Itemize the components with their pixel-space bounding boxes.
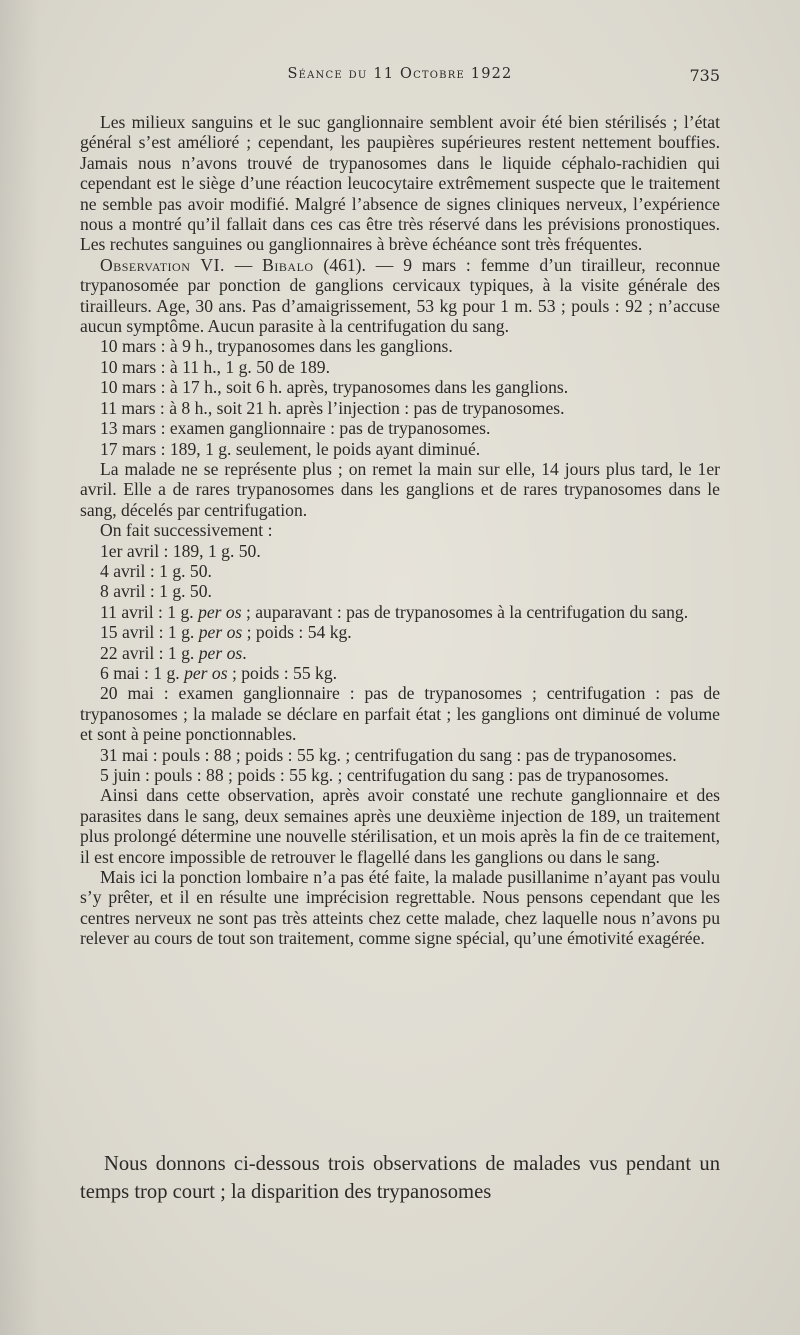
- entry-13-mars: 13 mars : examen ganglionnaire : pas de trypanosomes.: [100, 418, 491, 439]
- entry-text: ; auparavant : pas de trypanosomes à la centrifugation du sang.: [241, 601, 689, 622]
- entry-text: 6 mai : 1 g.: [100, 662, 185, 683]
- large-text-block: [80, 1150, 720, 1206]
- paragraph-conclusion: Ainsi dans cette observation, après avoir constaté une rechute ganglionnaire et des parasites dans le sang, deux semaines après une deuxième injection de 189, un traitement plus prolongé détermine une nouvelle stérilisation, et un mois après la fin de ce traitement, il est encore impossible de retrouver le flagellé dans les ganglions ou dans le sang.: [80, 785, 720, 867]
- entry-italic: per os: [184, 662, 228, 683]
- entry-10-mars-11h: 10 mars : à 11 h., 1 g. 50 de 189.: [100, 356, 330, 377]
- entry-11-mars: 11 mars : à 8 h., soit 21 h. après l’injection : pas de trypanosomes.: [100, 397, 565, 418]
- page-header: [0, 66, 800, 88]
- entry-11-avril: [80, 602, 720, 622]
- observation-label: Observation VI.: [100, 254, 225, 275]
- running-title: Séance du 11 Octobre 1922: [287, 66, 513, 82]
- entry-text: 11 avril : 1 g.: [100, 601, 199, 622]
- paragraph-observations-suivantes: Nous donnons ci-dessous trois observations de malades vus pendant un temps trop court ; la disparition des trypanosomes: [80, 1153, 720, 1203]
- body-text: [80, 112, 720, 949]
- entry-6-mai: [80, 663, 720, 683]
- paragraph-successivement: On fait successivement :: [100, 520, 273, 541]
- entry-22-avril: [80, 643, 720, 663]
- paragraph-rechute: La malade ne se représente plus ; on remet la main sur elle, 14 jours plus tard, le 1er avril. Elle a de rares trypanosomes dans les ganglions et de rares trypanosomes dans le sang, décelés par centrifugation.: [80, 458, 720, 520]
- entry-text: ; poids : 54 kg.: [242, 622, 352, 643]
- entry-text: 15 avril : 1 g.: [100, 622, 199, 643]
- entry-10-mars-17h: 10 mars : à 17 h., soit 6 h. après, trypanosomes dans les ganglions.: [100, 377, 569, 398]
- entry-text: .: [242, 642, 247, 663]
- paragraph-ponction: Mais ici la ponction lombaire n’a pas été faite, la malade pusillanime n’ayant pas voulu s’y prêter, et il en résulte une imprécision regrettable. Nous pensons cependant que les centres nerveux ne sont pas très atteints chez cette malade, chez laquelle nous n’avons pu relever au cours de tout son traitement, comme signe spécial, qu’une émotivité exagérée.: [80, 867, 720, 949]
- patient-name: Bibalo: [262, 254, 314, 275]
- entry-15-avril: [80, 622, 720, 642]
- entry-text: 22 avril : 1 g.: [100, 642, 199, 663]
- observation-text: (461). — 9 mars : femme d’un tirailleur, reconnue trypanosomée par ponction de ganglions cervicaux typiques, à la visite générale des tirailleurs. Age, 30 ans. Pas d’amaigrissement, 53 kg pour 1 m. 53 ; pouls : 92 ; n’accuse aucun symptôme. Aucun parasite à la centrifugation du sang.: [80, 254, 721, 337]
- entry-text: ; poids : 55 kg.: [227, 662, 338, 683]
- observation-heading: [80, 255, 720, 337]
- page-number: 735: [689, 66, 720, 85]
- entry-italic: per os: [198, 601, 242, 622]
- entry-5-juin: 5 juin : pouls : 88 ; poids : 55 kg. ; centrifugation du sang : pas de trypanosomes.: [100, 765, 669, 785]
- entry-italic: per os: [198, 622, 243, 643]
- observation-dash: —: [224, 254, 263, 275]
- entry-4-avril: 4 avril : 1 g. 50.: [100, 560, 212, 581]
- entry-17-mars: 17 mars : 189, 1 g. seulement, le poids ayant diminué.: [100, 438, 481, 459]
- paragraph-sterilisation: Les milieux sanguins et le suc ganglionnaire semblent avoir été bien stérilisés ; l’état général s’est amélioré ; cependant, les paupières supérieures restent nettement bouffies. Jamais nous n’avons trouvé de trypanosomes dans le liquide céphalo-rachidien qui cependant est le siège d’une réaction leucocytaire extrêmement suspecte que le traitement ne semble pas avoir modifié. Malgré l’absence de signes cliniques nerveux, l’expérience nous a montré qu’il fallait dans ces cas être très réservé dans les prévisions pronostiques. Les rechutes sanguines ou ganglionnaires à brève échéance sont très fréquentes.: [80, 112, 720, 255]
- entry-8-avril: 8 avril : 1 g. 50.: [100, 581, 212, 602]
- entry-20-mai: 20 mai : examen ganglionnaire : pas de trypanosomes ; centrifugation : pas de trypanosomes ; la malade se déclare en parfait état ; les ganglions ont diminué de volume et sont à peine ponctionnables.: [80, 683, 720, 745]
- entry-italic: per os: [198, 642, 243, 663]
- entry-31-mai: 31 mai : pouls : 88 ; poids : 55 kg. ; centrifugation du sang : pas de trypanosomes.: [100, 744, 677, 765]
- entry-1-avril: 1er avril : 189, 1 g. 50.: [100, 540, 261, 561]
- entry-10-mars-9h: 10 mars : à 9 h., trypanosomes dans les ganglions.: [100, 336, 453, 357]
